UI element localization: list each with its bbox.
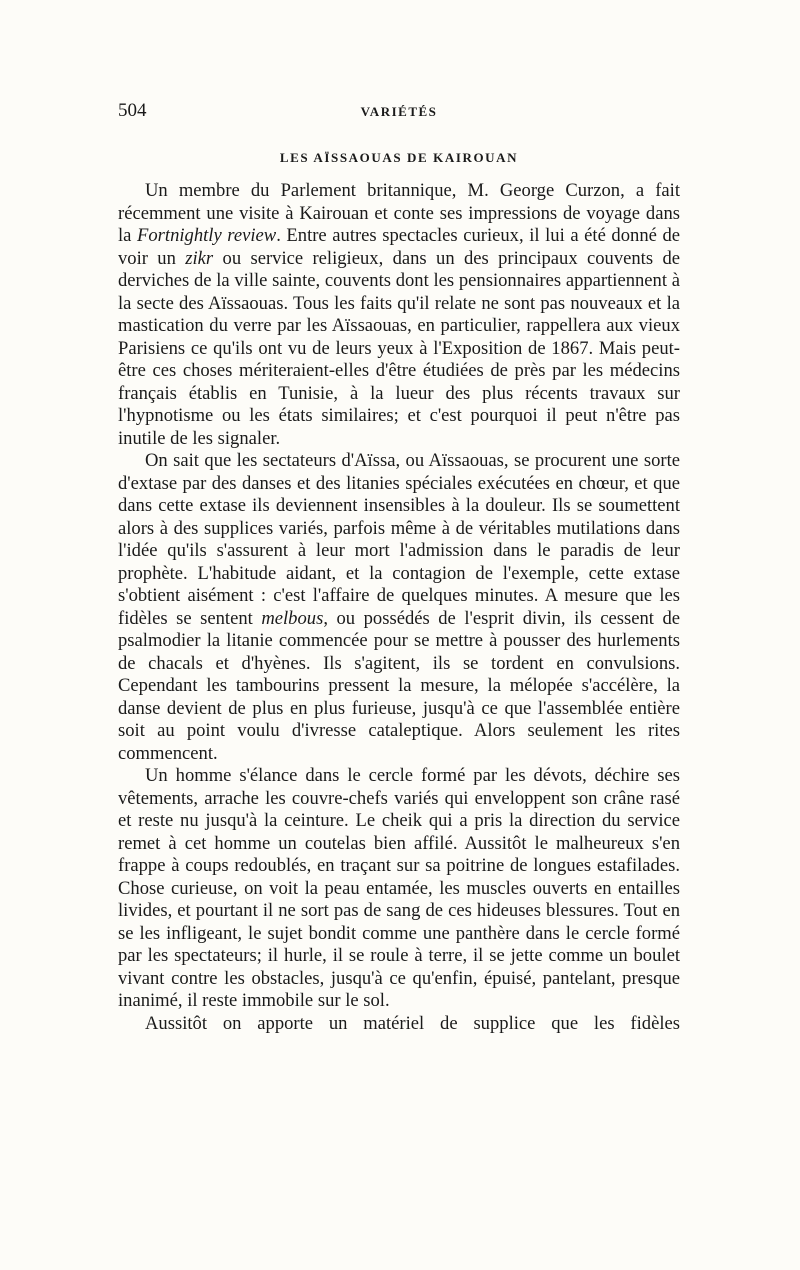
article-title: LES AÏSSAOUAS DE KAIROUAN [279, 150, 519, 165]
running-head: VARIÉTÉS [360, 104, 438, 119]
paragraph-4: Aussitôt on apporte un matériel de supplice que les fidèles [145, 1012, 680, 1034]
paragraph-1-text-a: Un membre du Parlement britannique, M. George Curzon, a fait récemment une visite à Kairouan et conte ses impressions de voyage dans la [118, 180, 680, 246]
page-number: 504 [118, 100, 147, 121]
journal-title: Fortnightly review [137, 225, 277, 246]
paragraph-1-text-e: ou service religieux, dans un des principaux couvents de derviches de la ville sainte, couvents dont les pensionnaires appartiennent à la secte des Aïssaouas. Tous les faits qu'il relate ne sont pas nouveaux et la mastication du verre par les Aïssaouas, en particulier, rappellera aux vieux Parisiens ce qu'ils ont vu de leurs yeux à l'Exposition de 1867. Mais peut-être ces choses mériteraient-elles d'être étudiées de près par les médecins français établis en Tunisie, à la lueur des plus récents travaux sur l'hypnotisme ou les états similaires; et c'est pourquoi il peut n'être pas inutile de les signaler. [118, 247, 680, 449]
paragraph-1 [118, 180, 680, 450]
paragraph-3: Un homme s'élance dans le cercle formé par les dévots, déchire ses vêtements, arrache les couvre-chefs variés qui enveloppent son crâne rasé et reste nu jusqu'à la ceinture. Le cheik qui a pris la direction du service remet à cet homme un coutelas bien affilé. Aussitôt le malheureux s'en frappe à coups redoublés, en traçant sur sa poitrine de longues estafilades. Chose curieuse, on voit la peau entamée, les muscles ouverts en entailles livides, et pourtant il ne sort pas de sang de ces hideuses blessures. Tout en se les infligeant, le sujet bondit comme une panthère dans le cercle formé par les spectateurs; il hurle, il se roule à terre, il se jette comme un boulet vivant contre les obstacles, jusqu'à ce qu'enfin, épuisé, pantelant, presque inanimé, il reste immobile sur le sol. [118, 765, 680, 1011]
term-melbous: melbous [261, 607, 324, 629]
paragraph-1-text-c: . Entre autres spectacles curieux, il lui a été donné de voir un [118, 225, 681, 269]
page-header [118, 100, 680, 126]
article-body [118, 180, 680, 1035]
term-zikr: zikr [185, 247, 214, 269]
paragraph-2-text-c: , ou possédés de l'esprit divin, ils cessent de psalmodier la litanie commencée pour se mettre à pousser des hurlements de chacals et d'hyènes. Ils s'agitent, ils se tordent en convulsions. Cependant les tambourins pressent la mesure, la mélopée s'accélère, la danse devient de plus en plus furieuse, jusqu'à ce que l'assemblée entière soit au point voulu d'ivresse cataleptique. Alors seulement les rites commencent. [118, 607, 680, 764]
paragraph-2 [118, 450, 680, 765]
paragraph-2-text-a: On sait que les sectateurs d'Aïssa, ou Aïssaouas, se procurent une sorte d'extase par des danses et des litanies spéciales exécutées en chœur, et que dans cette extase ils deviennent insensibles à la douleur. Ils se soumettent alors à des supplices variés, parfois même à de véritables mutilations dans l'idée qu'ils s'assurent à leur mort l'admission dans le paradis de leur prophète. L'habitude aidant, et la contagion de l'exemple, cette extase s'obtient aisément : c'est l'affaire de quelques minutes. A mesure que les fidèles se sentent [118, 450, 680, 629]
